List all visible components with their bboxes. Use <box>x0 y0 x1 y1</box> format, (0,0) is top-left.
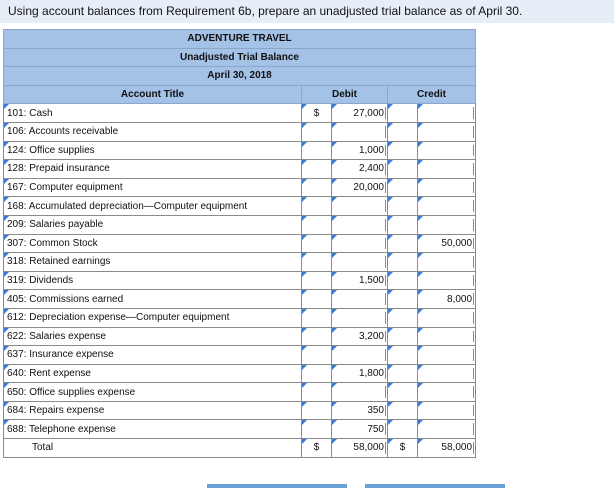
input-marker-icon <box>4 104 9 109</box>
table-row <box>4 141 476 160</box>
input-marker-icon <box>4 253 9 258</box>
debit-amount-input[interactable] <box>332 104 388 123</box>
debit-sign-cell[interactable] <box>302 253 332 272</box>
input-marker-icon <box>302 328 307 333</box>
input-marker-icon <box>4 142 9 147</box>
input-marker-icon <box>332 383 337 388</box>
input-marker-icon <box>302 253 307 258</box>
debit-amount-input[interactable] <box>332 346 388 365</box>
credit-amount-input[interactable] <box>418 420 476 439</box>
debit-amount-input-value: 2,400 <box>358 163 384 175</box>
debit-sign-cell[interactable] <box>302 364 332 383</box>
input-marker-icon <box>4 346 9 351</box>
input-marker-icon <box>388 420 393 425</box>
debit-amount-input-value: 1,500 <box>358 275 384 287</box>
debit-sign-cell[interactable] <box>302 290 332 309</box>
debit-amount-input[interactable] <box>332 160 388 179</box>
debit-sign-cell[interactable] <box>302 178 332 197</box>
debit-sign-cell[interactable] <box>302 271 332 290</box>
table-row <box>4 420 476 439</box>
account-title-cell[interactable] <box>4 308 302 327</box>
account-title-cell-value: 684: Repairs expense <box>7 405 105 417</box>
total-credit-input[interactable] <box>418 439 476 458</box>
input-marker-icon <box>388 272 393 277</box>
input-marker-icon <box>332 309 337 314</box>
credit-sign-cell[interactable] <box>388 308 418 327</box>
account-title-cell[interactable] <box>4 215 302 234</box>
input-marker-icon <box>302 179 307 184</box>
input-marker-icon <box>4 383 9 388</box>
input-marker-icon <box>302 439 307 444</box>
total-credit-input-value: 58,000 <box>441 442 473 454</box>
total-debit-input[interactable] <box>332 439 388 458</box>
total-debit-sign-value: $ <box>313 442 320 454</box>
debit-sign-cell[interactable] <box>302 401 332 420</box>
input-marker-icon <box>418 346 423 351</box>
input-marker-icon <box>4 365 9 370</box>
table-row <box>4 104 476 123</box>
credit-amount-input[interactable] <box>418 104 476 123</box>
account-title-cell[interactable] <box>4 364 302 383</box>
input-marker-icon <box>4 420 9 425</box>
input-marker-icon <box>388 309 393 314</box>
input-marker-icon <box>4 179 9 184</box>
account-title-cell[interactable] <box>4 234 302 253</box>
debit-sign-cell[interactable] <box>302 346 332 365</box>
account-title-cell-value: 319: Dividends <box>7 275 74 287</box>
credit-sign-cell[interactable] <box>388 197 418 216</box>
debit-amount-input[interactable] <box>332 383 388 402</box>
account-title-cell[interactable] <box>4 197 302 216</box>
account-title-cell-value: 101: Cash <box>7 107 53 119</box>
col-debit: Debit <box>302 85 388 104</box>
input-marker-icon <box>388 197 393 202</box>
account-title-cell-value: 318: Retained earnings <box>7 256 111 268</box>
debit-amount-input[interactable] <box>332 141 388 160</box>
input-marker-icon <box>332 160 337 165</box>
credit-sign-cell[interactable] <box>388 420 418 439</box>
credit-sign-cell[interactable] <box>388 364 418 383</box>
table-row <box>4 364 476 383</box>
input-marker-icon <box>388 253 393 258</box>
input-marker-icon <box>332 253 337 258</box>
debit-amount-input[interactable] <box>332 271 388 290</box>
input-marker-icon <box>302 104 307 109</box>
total-row <box>4 439 476 458</box>
account-title-cell-value: 128: Prepaid insurance <box>7 163 110 175</box>
input-marker-icon <box>332 420 337 425</box>
table-row <box>4 271 476 290</box>
input-marker-icon <box>332 104 337 109</box>
debit-amount-input[interactable] <box>332 364 388 383</box>
debit-sign-cell[interactable] <box>302 383 332 402</box>
account-title-cell-value: 637: Insurance expense <box>7 349 114 361</box>
input-marker-icon <box>388 365 393 370</box>
header-row-company <box>4 30 476 49</box>
input-marker-icon <box>332 365 337 370</box>
debit-amount-input[interactable] <box>332 290 388 309</box>
input-marker-icon <box>302 365 307 370</box>
account-title-cell-value: 640: Rent expense <box>7 367 91 379</box>
account-title-cell-value: 106: Accounts receivable <box>7 126 119 138</box>
input-marker-icon <box>418 328 423 333</box>
input-marker-icon <box>302 160 307 165</box>
input-marker-icon <box>388 402 393 407</box>
account-title-cell[interactable] <box>4 160 302 179</box>
debit-sign-cell[interactable] <box>302 234 332 253</box>
total-label <box>4 439 302 458</box>
input-marker-icon <box>4 402 9 407</box>
total-label-value: Total <box>32 442 54 454</box>
account-title-cell-value: 405: Commissions earned <box>7 293 124 305</box>
report-date: April 30, 2018 <box>4 67 476 86</box>
input-marker-icon <box>418 160 423 165</box>
credit-sign-cell[interactable] <box>388 178 418 197</box>
input-marker-icon <box>302 197 307 202</box>
credit-sign-cell[interactable] <box>388 215 418 234</box>
input-marker-icon <box>302 420 307 425</box>
input-marker-icon <box>418 253 423 258</box>
input-marker-icon <box>4 309 9 314</box>
credit-amount-input[interactable] <box>418 178 476 197</box>
credit-amount-input[interactable] <box>418 141 476 160</box>
debit-sign-cell-value: $ <box>313 107 320 119</box>
credit-amount-input[interactable] <box>418 197 476 216</box>
account-title-cell-value: 209: Salaries payable <box>7 219 104 231</box>
input-marker-icon <box>388 160 393 165</box>
debit-amount-input[interactable] <box>332 308 388 327</box>
input-marker-icon <box>332 328 337 333</box>
header-row-date <box>4 67 476 86</box>
credit-amount-input[interactable] <box>418 364 476 383</box>
col-credit: Credit <box>388 85 476 104</box>
input-marker-icon <box>418 272 423 277</box>
table-row <box>4 160 476 179</box>
answer-button-bar-right[interactable] <box>365 484 505 488</box>
account-title-cell[interactable] <box>4 253 302 272</box>
debit-sign-cell[interactable] <box>302 122 332 141</box>
input-marker-icon <box>4 216 9 221</box>
debit-amount-input-value: 350 <box>367 405 384 417</box>
input-marker-icon <box>418 197 423 202</box>
input-marker-icon <box>388 235 393 240</box>
input-marker-icon <box>388 383 393 388</box>
credit-amount-input[interactable] <box>418 122 476 141</box>
account-title-cell[interactable] <box>4 420 302 439</box>
credit-amount-input[interactable] <box>418 271 476 290</box>
credit-sign-cell[interactable] <box>388 234 418 253</box>
debit-amount-input[interactable] <box>332 327 388 346</box>
input-marker-icon <box>4 160 9 165</box>
column-header-row <box>4 85 476 104</box>
debit-amount-input[interactable] <box>332 234 388 253</box>
input-marker-icon <box>302 346 307 351</box>
input-marker-icon <box>418 235 423 240</box>
debit-amount-input-value: 3,200 <box>358 330 384 342</box>
debit-sign-cell[interactable] <box>302 215 332 234</box>
debit-sign-cell[interactable] <box>302 420 332 439</box>
account-title-cell[interactable] <box>4 346 302 365</box>
account-title-cell[interactable] <box>4 401 302 420</box>
debit-amount-input[interactable] <box>332 215 388 234</box>
input-marker-icon <box>4 290 9 295</box>
table-row <box>4 290 476 309</box>
input-marker-icon <box>388 328 393 333</box>
report-title: Unadjusted Trial Balance <box>4 48 476 67</box>
account-title-cell[interactable] <box>4 290 302 309</box>
input-marker-icon <box>4 123 9 128</box>
debit-amount-input[interactable] <box>332 253 388 272</box>
credit-sign-cell[interactable] <box>388 160 418 179</box>
input-marker-icon <box>4 197 9 202</box>
account-title-cell[interactable] <box>4 122 302 141</box>
account-title-cell-value: 307: Common Stock <box>7 237 98 249</box>
input-marker-icon <box>302 216 307 221</box>
input-marker-icon <box>388 216 393 221</box>
input-marker-icon <box>302 142 307 147</box>
debit-sign-cell[interactable] <box>302 327 332 346</box>
credit-amount-input[interactable] <box>418 253 476 272</box>
input-marker-icon <box>418 365 423 370</box>
input-marker-icon <box>332 272 337 277</box>
table-row <box>4 197 476 216</box>
debit-sign-cell[interactable] <box>302 197 332 216</box>
input-marker-icon <box>388 123 393 128</box>
table-row <box>4 308 476 327</box>
credit-amount-input[interactable] <box>418 346 476 365</box>
debit-amount-input-value: 1,000 <box>358 144 384 156</box>
debit-sign-cell[interactable] <box>302 160 332 179</box>
account-title-cell-value: 622: Salaries expense <box>7 330 106 342</box>
table-row <box>4 215 476 234</box>
debit-amount-input[interactable] <box>332 178 388 197</box>
col-account-title: Account Title <box>4 85 302 104</box>
debit-amount-input-value: 20,000 <box>353 182 384 194</box>
total-credit-sign[interactable] <box>388 439 418 458</box>
input-marker-icon <box>332 179 337 184</box>
input-marker-icon <box>302 272 307 277</box>
input-marker-icon <box>332 290 337 295</box>
debit-amount-input-value: 1,800 <box>358 367 384 379</box>
instruction-text: Using account balances from Requirement 6b, prepare an unadjusted trial balance as of April 30. <box>0 0 614 23</box>
credit-amount-input-value: 50,000 <box>441 237 473 249</box>
debit-sign-cell[interactable] <box>302 308 332 327</box>
account-title-cell-value: 650: Office supplies expense <box>7 386 136 398</box>
input-marker-icon <box>302 383 307 388</box>
input-marker-icon <box>418 309 423 314</box>
input-marker-icon <box>418 123 423 128</box>
credit-sign-cell[interactable] <box>388 327 418 346</box>
account-title-cell[interactable] <box>4 104 302 123</box>
answer-button-bar-left[interactable] <box>207 484 347 488</box>
input-marker-icon <box>302 402 307 407</box>
credit-amount-input[interactable] <box>418 215 476 234</box>
input-marker-icon <box>332 197 337 202</box>
credit-amount-input[interactable] <box>418 290 476 309</box>
total-debit-input-value: 58,000 <box>353 442 384 454</box>
credit-sign-cell[interactable] <box>388 271 418 290</box>
table-row <box>4 401 476 420</box>
table-row <box>4 346 476 365</box>
debit-amount-input[interactable] <box>332 420 388 439</box>
input-marker-icon <box>418 383 423 388</box>
credit-amount-input[interactable] <box>418 234 476 253</box>
input-marker-icon <box>388 142 393 147</box>
account-title-cell-value: 124: Office supplies <box>7 144 95 156</box>
input-marker-icon <box>418 439 423 444</box>
input-marker-icon <box>302 235 307 240</box>
debit-amount-input-value: 27,000 <box>353 107 384 119</box>
credit-sign-cell[interactable] <box>388 290 418 309</box>
debit-sign-cell[interactable] <box>302 104 332 123</box>
input-marker-icon <box>4 272 9 277</box>
debit-amount-input[interactable] <box>332 122 388 141</box>
credit-amount-input[interactable] <box>418 401 476 420</box>
debit-amount-input[interactable] <box>332 197 388 216</box>
credit-sign-cell[interactable] <box>388 104 418 123</box>
total-debit-sign[interactable] <box>302 439 332 458</box>
debit-amount-input-value: 750 <box>367 423 384 435</box>
account-title-cell[interactable] <box>4 327 302 346</box>
credit-amount-input[interactable] <box>418 327 476 346</box>
account-title-cell-value: 688: Telephone expense <box>7 423 116 435</box>
input-marker-icon <box>418 402 423 407</box>
header-row-report <box>4 48 476 67</box>
input-marker-icon <box>4 328 9 333</box>
credit-amount-input[interactable] <box>418 308 476 327</box>
input-marker-icon <box>332 142 337 147</box>
input-marker-icon <box>332 402 337 407</box>
table-row <box>4 383 476 402</box>
credit-sign-cell[interactable] <box>388 401 418 420</box>
input-marker-icon <box>332 235 337 240</box>
table-row <box>4 253 476 272</box>
input-marker-icon <box>302 123 307 128</box>
total-credit-sign-value: $ <box>399 442 406 454</box>
credit-amount-input-value: 8,000 <box>446 293 473 305</box>
table-row <box>4 234 476 253</box>
credit-sign-cell[interactable] <box>388 346 418 365</box>
account-title-cell[interactable] <box>4 271 302 290</box>
account-title-cell[interactable] <box>4 141 302 160</box>
company-name: ADVENTURE TRAVEL <box>4 30 476 49</box>
credit-sign-cell[interactable] <box>388 141 418 160</box>
input-marker-icon <box>388 179 393 184</box>
trial-balance-table <box>3 29 476 458</box>
input-marker-icon <box>418 104 423 109</box>
table-row <box>4 122 476 141</box>
input-marker-icon <box>332 439 337 444</box>
input-marker-icon <box>388 346 393 351</box>
table-row <box>4 178 476 197</box>
debit-amount-input[interactable] <box>332 401 388 420</box>
table-row <box>4 327 476 346</box>
input-marker-icon <box>418 290 423 295</box>
input-marker-icon <box>388 290 393 295</box>
account-title-cell-value: 612: Depreciation expense—Computer equipment <box>7 312 230 324</box>
input-marker-icon <box>418 216 423 221</box>
input-marker-icon <box>332 346 337 351</box>
credit-sign-cell[interactable] <box>388 383 418 402</box>
input-marker-icon <box>332 216 337 221</box>
input-marker-icon <box>418 420 423 425</box>
credit-sign-cell[interactable] <box>388 253 418 272</box>
input-marker-icon <box>418 142 423 147</box>
credit-sign-cell[interactable] <box>388 122 418 141</box>
debit-sign-cell[interactable] <box>302 141 332 160</box>
input-marker-icon <box>388 439 393 444</box>
account-title-cell-value: 168: Accumulated depreciation—Computer equipment <box>7 200 248 212</box>
input-marker-icon <box>302 290 307 295</box>
input-marker-icon <box>418 179 423 184</box>
input-marker-icon <box>4 235 9 240</box>
credit-amount-input[interactable] <box>418 383 476 402</box>
input-marker-icon <box>388 104 393 109</box>
account-title-cell-value: 167: Computer equipment <box>7 182 123 194</box>
account-title-cell[interactable] <box>4 178 302 197</box>
account-title-cell[interactable] <box>4 383 302 402</box>
credit-amount-input[interactable] <box>418 160 476 179</box>
input-marker-icon <box>332 123 337 128</box>
input-marker-icon <box>302 309 307 314</box>
